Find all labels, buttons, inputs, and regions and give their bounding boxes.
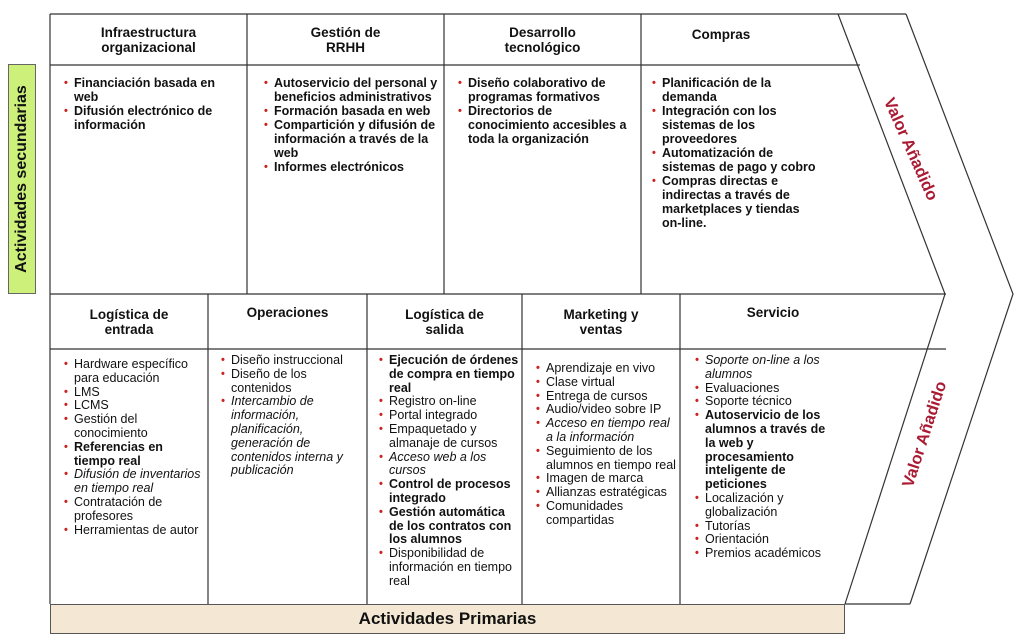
list-item-text: Entrega de cursos	[546, 388, 648, 403]
bullet-icon: •	[64, 495, 68, 508]
bullet-icon: •	[64, 440, 68, 453]
list-item	[379, 395, 519, 409]
bullet-icon: •	[652, 175, 656, 187]
list-item-text: Seguimiento de los alumnos en tiempo real	[546, 443, 676, 472]
list-item-text: Control de procesos integrado	[389, 477, 511, 505]
list-item	[695, 547, 835, 561]
list-item: • Compras directas e indirectas a través de marketplaces y tiendas on-line.	[652, 174, 800, 230]
bullet-icon: •	[536, 472, 540, 485]
bullet-icon: •	[652, 77, 656, 89]
bullet-icon: •	[379, 450, 383, 463]
list-item	[64, 358, 204, 386]
bullet-icon: •	[64, 105, 68, 117]
list-item: • Directorios de conocimiento accesibles a toda la organización	[458, 104, 627, 146]
list-item-text: Diseño de los contenidos	[231, 366, 307, 395]
list-item-text: Allianzas estratégicas	[546, 485, 667, 500]
pri-header-line: Marketing y	[563, 306, 639, 322]
bullet-icon: •	[264, 105, 268, 117]
list-item-text: Orientación	[705, 532, 769, 547]
list-item	[536, 486, 676, 500]
bullet-icon: •	[379, 478, 383, 491]
bullet-icon: •	[536, 499, 540, 512]
sec-header-line: organizacional	[101, 39, 196, 55]
sec-header-line: tecnológico	[504, 39, 581, 55]
list-item-text: Audio/video sobre IP	[546, 402, 662, 417]
list-item-text: Acceso en tiempo real a la información	[546, 416, 670, 444]
pri-header-line: salida	[425, 321, 464, 337]
bullet-icon: •	[536, 362, 540, 374]
list-item-text: Intercambio de información, planificación, generación de contenidos interna y publicación	[231, 394, 343, 478]
list-item: • Informes electrónicos	[264, 160, 404, 174]
list-item	[695, 382, 835, 396]
list-item-text: Diseño instruccional	[231, 353, 343, 367]
bullet-icon: •	[64, 385, 68, 398]
list-item-text: Evaluaciones	[705, 380, 780, 395]
list-item-text: Soporte técnico	[705, 394, 792, 409]
list-item	[695, 520, 835, 534]
sec-list-infraestructura	[64, 76, 240, 132]
list-item-text: Contratación de profesores	[74, 494, 163, 523]
pri-list-operaciones	[221, 354, 363, 478]
list-item-text: Registro on-line	[389, 394, 477, 409]
list-item: • Difusión electrónico de información	[64, 104, 213, 132]
list-item	[379, 423, 519, 451]
list-item-text: Gestión del conocimiento	[74, 412, 148, 440]
secondary-activities-text: Actividades secundarias	[13, 85, 30, 273]
list-item-text: Soporte on-line a los alumnos	[705, 353, 820, 381]
sec-list-rrhh	[264, 76, 440, 174]
bullet-icon: •	[264, 161, 268, 173]
bullet-icon: •	[695, 547, 699, 560]
list-item	[536, 500, 676, 528]
bullet-icon: •	[695, 533, 699, 546]
list-item	[695, 354, 835, 382]
bullet-icon: •	[695, 381, 699, 394]
bullet-icon: •	[64, 77, 68, 89]
list-item	[221, 354, 363, 368]
bullet-icon: •	[264, 119, 268, 131]
list-item-text: Empaquetado y almanaje de cursos	[389, 421, 498, 450]
list-item	[379, 451, 519, 479]
pri-header-logistica-entrada	[50, 294, 208, 349]
bullet-icon: •	[695, 519, 699, 532]
list-item	[695, 395, 835, 409]
list-item: • Compartición y difusión de información a través de la web	[264, 118, 436, 160]
sec-header-compras	[641, 14, 801, 54]
list-item	[695, 533, 835, 547]
bullet-icon: •	[536, 444, 540, 457]
list-item	[536, 390, 676, 404]
bullet-icon: •	[695, 395, 699, 408]
list-item	[64, 413, 204, 441]
list-item-text: Comunidades compartidas	[546, 498, 624, 527]
list-item	[64, 399, 204, 413]
list-item	[64, 441, 204, 469]
list-item-text: Herramientas de autor	[74, 522, 199, 537]
bullet-icon: •	[221, 367, 225, 380]
bullet-icon: •	[221, 395, 225, 408]
bullet-icon: •	[379, 505, 383, 518]
pri-header-line: ventas	[579, 321, 623, 337]
pri-header-logistica-salida	[367, 294, 522, 349]
list-item	[379, 547, 519, 588]
bullet-icon: •	[536, 486, 540, 499]
bullet-icon: •	[379, 422, 383, 435]
value-added-bottom-label: Valor Añadido	[899, 379, 951, 490]
list-item: • Formación basada en web	[264, 104, 431, 118]
list-item	[64, 496, 204, 524]
list-item	[536, 403, 676, 417]
bullet-icon: •	[64, 413, 68, 426]
list-item	[64, 386, 204, 400]
list-item	[379, 478, 519, 506]
pri-header-servicio	[680, 294, 866, 330]
bullet-icon: •	[64, 468, 68, 481]
list-item: • Diseño colaborativo de programas formativos	[458, 76, 606, 104]
list-item	[536, 445, 676, 473]
sec-header-line: Gestión de	[310, 24, 381, 40]
sec-header-line: RRHH	[325, 39, 365, 55]
list-item-text: Referencias en tiempo real	[74, 439, 163, 468]
list-item-text: Premios académicos	[705, 546, 822, 561]
pri-header-line: entrada	[104, 321, 154, 337]
primary-activities-label: Actividades Primarias	[50, 604, 845, 634]
list-item-text: Tutorías	[705, 518, 751, 533]
bullet-icon: •	[536, 417, 540, 430]
pri-list-marketing	[536, 362, 676, 528]
list-item: • Financiación basada en web	[64, 76, 216, 104]
list-item: • Integración con los sistemas de los proveedores	[652, 104, 777, 146]
list-item	[536, 417, 676, 445]
bullet-icon: •	[536, 389, 540, 402]
bullet-icon: •	[379, 547, 383, 560]
secondary-activities-label	[8, 64, 36, 294]
bullet-icon: •	[652, 105, 656, 117]
bullet-icon: •	[264, 77, 268, 89]
bullet-icon: •	[695, 409, 699, 422]
list-item: • Automatización de sistemas de pago y cobro	[652, 146, 816, 174]
pri-header-operaciones	[208, 294, 367, 330]
list-item-text: Difusión de inventarios en tiempo real	[74, 467, 201, 496]
sec-header-line: Desarrollo	[509, 24, 576, 40]
list-item	[64, 524, 204, 538]
bullet-icon: •	[536, 375, 540, 388]
list-item-text: Portal integrado	[389, 408, 478, 423]
bullet-icon: •	[379, 395, 383, 408]
list-item-text: Acceso web a los cursos	[389, 449, 487, 478]
list-item	[536, 376, 676, 390]
list-item-text: LMS	[74, 384, 100, 399]
pri-header-line: Logística de	[405, 306, 484, 322]
list-item: • Autoservicio del personal y beneficios administrativos	[264, 76, 438, 104]
list-item	[221, 395, 363, 478]
list-item	[379, 354, 519, 395]
sec-list-desarrollo	[458, 76, 634, 146]
list-item-text: Imagen de marca	[546, 471, 644, 486]
list-item	[379, 506, 519, 547]
list-item-text: Aprendizaje en vivo	[546, 361, 656, 375]
sec-header-desarrollo	[444, 14, 641, 65]
pri-header-line: Servicio	[746, 304, 800, 320]
list-item	[536, 472, 676, 486]
list-item	[695, 409, 835, 492]
bullet-icon: •	[379, 354, 383, 366]
bullet-icon: •	[64, 523, 68, 536]
list-item-text: Disponibilidad de información en tiempo real	[389, 546, 512, 588]
list-item-text: Ejecución de órdenes de compra en tiempo real	[389, 353, 519, 395]
bullet-icon: •	[695, 354, 699, 366]
sec-header-line: Infraestructura	[100, 24, 197, 40]
bullet-icon: •	[221, 354, 225, 366]
list-item	[536, 362, 676, 376]
bullet-icon: •	[379, 409, 383, 422]
pri-header-line: Operaciones	[246, 304, 329, 320]
pri-list-servicio	[695, 354, 835, 561]
pri-header-line: Logística de	[89, 306, 169, 322]
pri-header-marketing	[522, 294, 680, 349]
list-item-text: Gestión automática de los contratos con los alumnos	[389, 504, 512, 547]
sec-list-compras	[652, 76, 820, 230]
list-item	[64, 468, 204, 496]
list-item: • Planificación de la demanda	[652, 76, 772, 104]
bullet-icon: •	[64, 358, 68, 370]
sec-header-infraestructura	[50, 14, 247, 65]
bullet-icon: •	[458, 77, 462, 89]
list-item	[379, 409, 519, 423]
pri-list-logistica-salida	[379, 354, 519, 589]
list-item-text: Hardware específico para educación	[74, 357, 188, 385]
list-item-text: LCMS	[74, 398, 109, 413]
list-item-text: Clase virtual	[546, 374, 615, 389]
list-item	[695, 492, 835, 520]
bullet-icon: •	[695, 491, 699, 504]
pri-list-logistica-entrada	[64, 358, 204, 537]
list-item	[221, 368, 363, 396]
bullet-icon: •	[458, 105, 462, 117]
list-item-text: Localización y globalización	[705, 490, 784, 519]
list-item-text: Autoservicio de los alumnos a través de la web y procesamiento inteligente de peticiones	[705, 408, 826, 492]
bullet-icon: •	[64, 399, 68, 412]
sec-header-line: Compras	[691, 26, 751, 42]
value-added-top-label: Valor Añadido	[879, 95, 942, 204]
bullet-icon: •	[536, 403, 540, 416]
sec-header-rrhh	[247, 14, 444, 65]
bullet-icon: •	[652, 147, 656, 159]
